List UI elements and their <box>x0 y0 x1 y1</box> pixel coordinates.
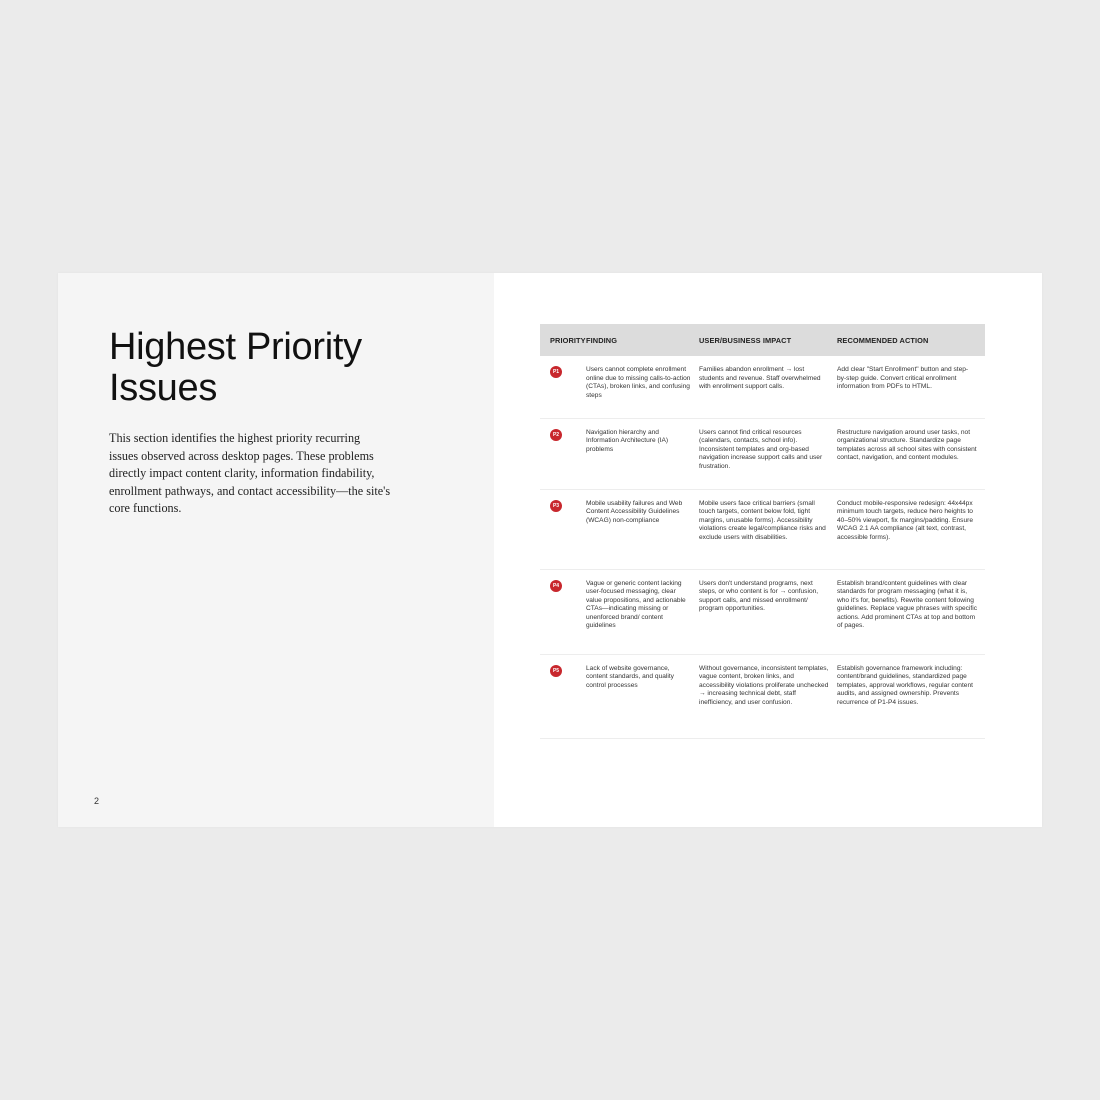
header-priority: PRIORITY <box>550 335 586 345</box>
priority-cell <box>540 418 586 489</box>
table-row <box>540 489 985 569</box>
impact-cell: Users cannot find critical resources (calendars, contacts, school info). Inconsistent templates and org-based navigation increase support calls and user frustration. <box>699 418 837 489</box>
action-cell: Establish brand/content guidelines with clear standards for program messaging (what it is, who it's for, benefits). Rewrite content following guidelines. Replace vague phrases with specific actions. Add prominent CTAs at top and bottom of pages. <box>837 569 985 654</box>
table-row <box>540 418 985 489</box>
header-finding: FINDING <box>586 335 618 345</box>
priority-cell <box>540 654 586 738</box>
table-header-row <box>540 324 985 356</box>
finding-cell: Navigation hierarchy and Information Architecture (IA) problems <box>586 418 699 489</box>
page-title <box>109 327 362 409</box>
impact-cell: Families abandon enrollment → lost students and revenue. Staff overwhelmed with enrollment support calls. <box>699 356 837 418</box>
priority-cell <box>540 489 586 569</box>
action-cell: Conduct mobile-responsive redesign: 44x44px minimum touch targets, reduce hero heights to 40–50% viewport, fix margins/padding. Ensure WCAG 2.1 AA compliance (alt text, contrast, accessible forms). <box>837 489 985 569</box>
priority-cell <box>540 356 586 418</box>
impact-cell: Without governance, inconsistent templates, vague content, broken links, and accessibility violations proliferate unchecked → increasing technical debt, staff inefficiency, and user confusion. <box>699 654 837 738</box>
page-title-line-1: Highest Priority <box>109 326 362 368</box>
left-page <box>58 273 494 827</box>
header-impact: USER/BUSINESS IMPACT <box>699 335 792 345</box>
priority-badge: P2 <box>550 429 562 441</box>
table-row <box>540 356 985 418</box>
finding-cell: Vague or generic content lacking user-focused messaging, clear value propositions, and actionable CTAs—indicating missing or unenforced brand/ content guidelines <box>586 569 699 654</box>
finding-cell: Users cannot complete enrollment online due to missing calls-to-action (CTAs), broken links, and confusing steps <box>586 356 699 418</box>
finding-cell: Mobile usability failures and Web Content Accessibility Guidelines (WCAG) non-compliance <box>586 489 699 569</box>
right-page <box>494 273 1042 827</box>
impact-cell: Users don't understand programs, next steps, or who content is for → confusion, support calls, and missed enrollment/ program opportunities. <box>699 569 837 654</box>
priority-cell <box>540 569 586 654</box>
action-cell: Add clear "Start Enrollment" button and step-by-step guide. Convert critical enrollment information from PDFs to HTML. <box>837 356 985 418</box>
priority-badge: P3 <box>550 500 562 512</box>
document-spread <box>58 273 1042 827</box>
priority-badge: P5 <box>550 665 562 677</box>
page-title-line-2: Issues <box>109 367 218 409</box>
priority-badge: P4 <box>550 580 562 592</box>
priority-issues-table <box>540 324 985 739</box>
impact-cell: Mobile users face critical barriers (small touch targets, content below fold, tight margins, unusable forms). Accessibility violations create legal/compliance risks and exclude users with disabilities. <box>699 489 837 569</box>
table-row <box>540 654 985 738</box>
header-action: RECOMMENDED ACTION <box>837 335 929 345</box>
priority-badge: P1 <box>550 366 562 378</box>
finding-cell: Lack of website governance, content standards, and quality control processes <box>586 654 699 738</box>
action-cell: Establish governance framework including: content/brand guidelines, standardized page templates, approval workflows, regular content audits, and assigned ownership. Prevents recurrence of P1-P4 issues. <box>837 654 985 738</box>
intro-paragraph: This section identifies the highest priority recurring issues observed across desktop pages. These problems directly impact content clarity, information findability, enrollment pathways, and contact accessibility—the site's core functions. <box>109 431 391 515</box>
page-number: 2 <box>94 796 100 806</box>
table-row <box>540 569 985 654</box>
action-cell: Restructure navigation around user tasks, not organizational structure. Standardize page templates across all school sites with consistent contact, navigation, and content modules. <box>837 418 985 489</box>
